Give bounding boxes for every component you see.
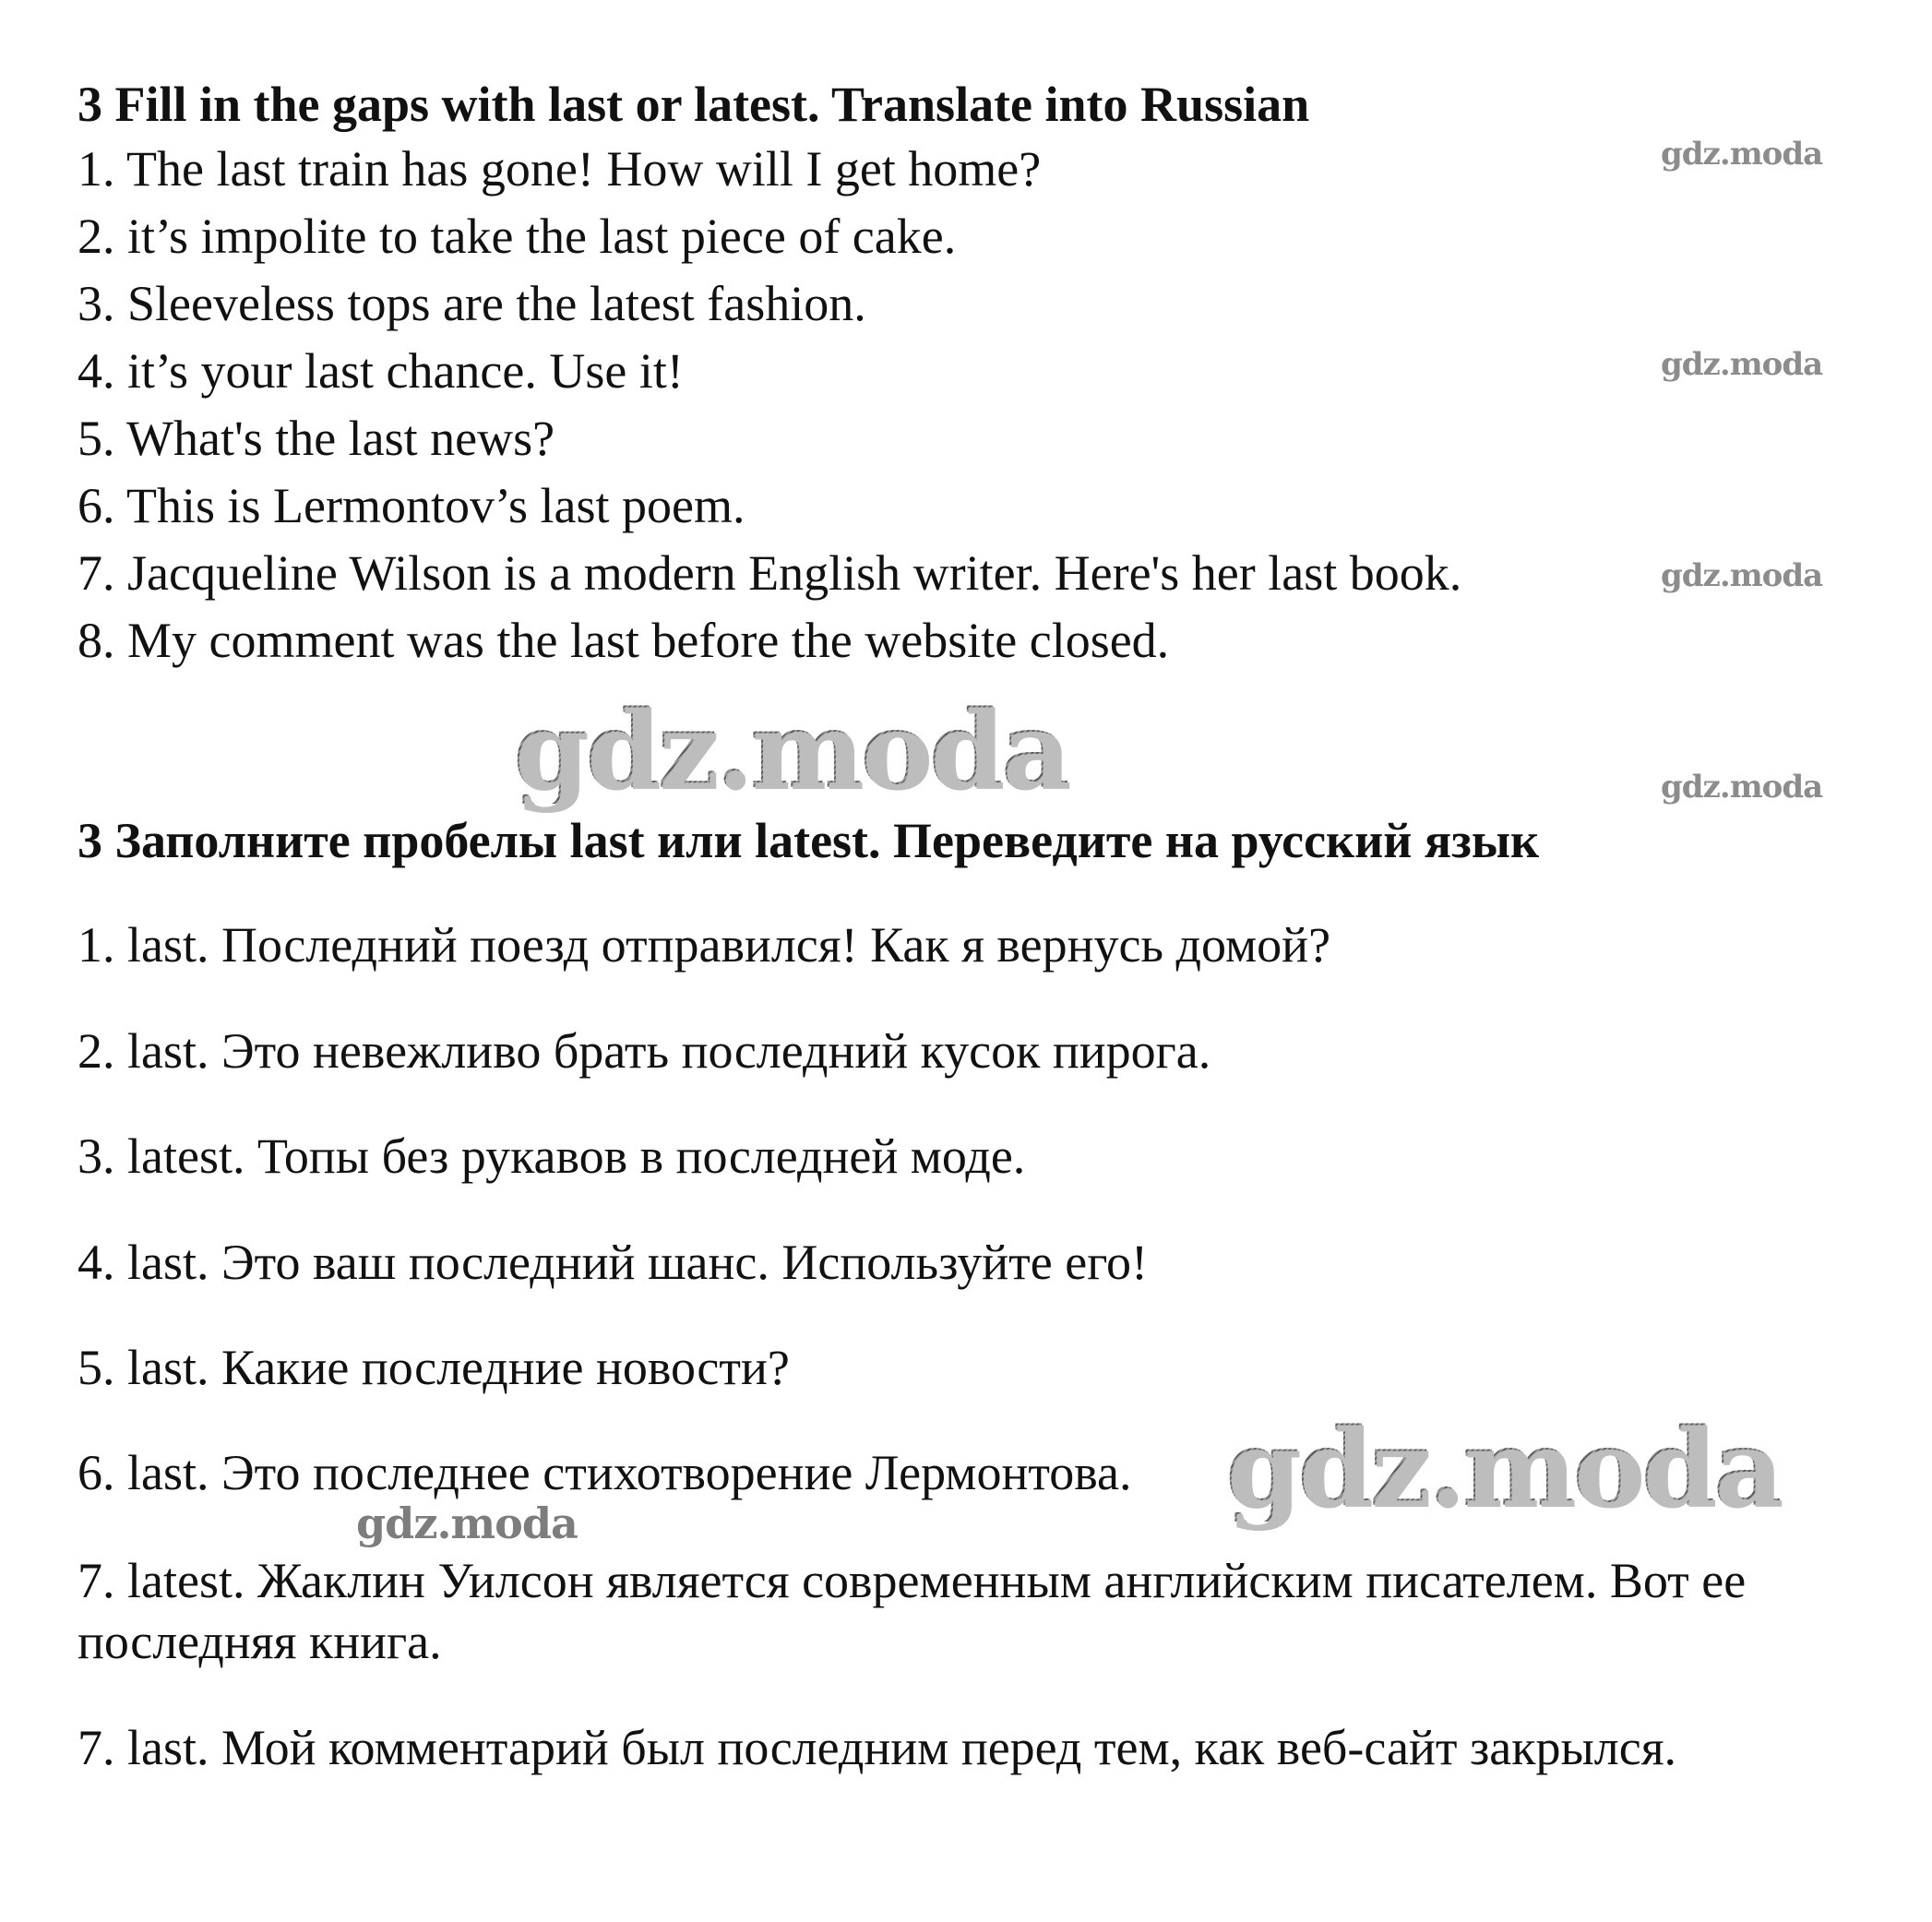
english-item-1: 1. The last train has gone! How will I get home? <box>78 141 1042 197</box>
russian-heading: 3 Заполните пробелы last или latest. Переведите на русский язык <box>78 813 1540 868</box>
russian-item-3: 3. latest. Топы без рукавов в последней моде. <box>78 1128 1026 1184</box>
russian-item-2: 2. last. Это невежливо брать последний кусок пирога. <box>78 1023 1211 1079</box>
russian-item-6: 6. last. Это последнее стихотворение Лермонтова. <box>78 1445 1132 1500</box>
watermark-small-2: gdz.moda <box>1661 346 1823 383</box>
english-item-7: 7. Jacqueline Wilson is a modern English writer. Here's her last book. <box>78 545 1462 601</box>
watermark-large-1: gdz.moda <box>513 687 1067 813</box>
russian-item-4: 4. last. Это ваш последний шанс. Используйте его! <box>78 1235 1148 1290</box>
watermark-small-3: gdz.moda <box>1661 557 1823 594</box>
watermark-small-4: gdz.moda <box>1661 769 1823 806</box>
english-item-2: 2. it’s impolite to take the last piece of cake. <box>78 209 957 264</box>
english-item-3: 3. Sleeveless tops are the latest fashion. <box>78 276 866 331</box>
watermark-small-1: gdz.moda <box>1661 136 1823 173</box>
russian-item-8: 7. last. Мой комментарий был последним перед тем, как веб-сайт закрылся. <box>78 1720 1677 1775</box>
english-item-6: 6. This is Lermontov’s last poem. <box>78 478 745 533</box>
watermark-medium-1: gdz.moda <box>356 1498 578 1548</box>
russian-item-5: 5. last. Какие последние новости? <box>78 1340 790 1395</box>
russian-item-7: 7. latest. Жаклин Уилсон является современным английским писателем. Вот ее последняя книга. <box>78 1553 1747 1669</box>
watermark-large-2: gdz.moda <box>1225 1405 1780 1531</box>
english-item-8: 8. My comment was the last before the website closed. <box>78 613 1170 668</box>
english-item-5: 5. What's the last news? <box>78 411 555 466</box>
russian-item-1: 1. last. Последний поезд отправился! Как я вернусь домой? <box>78 917 1331 973</box>
english-heading: 3 Fill in the gaps with last or latest. Translate into Russian <box>78 77 1310 132</box>
english-item-4: 4. it’s your last chance. Use it! <box>78 343 684 399</box>
